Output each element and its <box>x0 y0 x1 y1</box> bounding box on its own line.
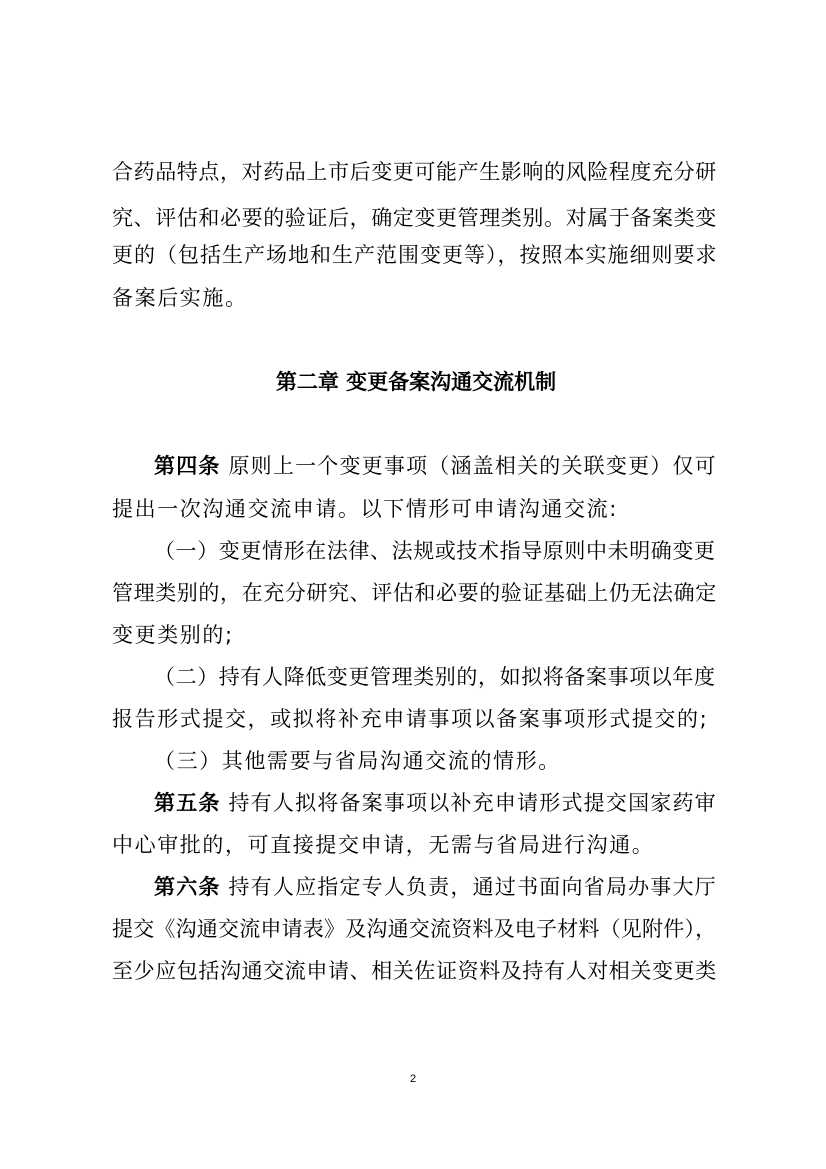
paragraph-line: 中心审批的，可直接提交申请，无需与省局进行沟通。 <box>112 833 655 857</box>
paragraph-line: 至少应包括沟通交流申请、相关佐证资料及持有人对相关变更类 <box>112 959 717 983</box>
article-5-label: 第五条 <box>154 791 221 815</box>
paragraph-line: 提交《沟通交流申请表》及沟通交流资料及电子材料（见附件）， <box>112 917 717 941</box>
paragraph-line: 备案后实施。 <box>112 286 248 310</box>
paragraph-line: 究、评估和必要的验证后，确定变更管理类别。对属于备案类变 <box>112 206 717 230</box>
paragraph-line: 提出一次沟通交流申请。以下情形可申请沟通交流: <box>112 497 618 521</box>
article-4-first-line <box>154 452 720 480</box>
list-item-3: （三）其他需要与省局沟通交流的情形。 <box>154 749 561 773</box>
paragraph-line: 变更类别的; <box>112 623 234 647</box>
paragraph-line: 合药品特点，对药品上市后变更可能产生影响的风险程度充分研 <box>112 160 717 184</box>
article-6-first-line <box>154 873 720 901</box>
article-4-text: 原则上一个变更事项（涵盖相关的关联变更）仅可 <box>220 454 717 478</box>
list-item-2: （二）持有人降低变更管理类别的，如拟将备案事项以年度 <box>154 665 716 689</box>
paragraph-line: 更的（包括生产场地和生产范围变更等），按照本实施细则要求 <box>112 243 718 267</box>
article-4-label: 第四条 <box>154 454 221 478</box>
list-item-1: （一）变更情形在法律、法规或技术指导原则中未明确变更 <box>154 539 716 563</box>
page-number: 2 <box>409 1073 417 1085</box>
article-6-label: 第六条 <box>154 875 221 899</box>
article-6-text: 持有人应指定专人负责，通过书面向省局办事大厅 <box>220 875 717 899</box>
paragraph-line: 报告形式提交，或拟将补充申请事项以备案事项形式提交的; <box>112 707 709 731</box>
paragraph-line: 管理类别的，在充分研究、评估和必要的验证基础上仍无法确定 <box>112 581 717 605</box>
chapter-heading: 第二章 变更备案沟通交流机制 <box>275 370 557 394</box>
article-5-text: 持有人拟将备案事项以补充申请形式提交国家药审 <box>220 791 717 815</box>
article-5-first-line <box>154 789 720 817</box>
